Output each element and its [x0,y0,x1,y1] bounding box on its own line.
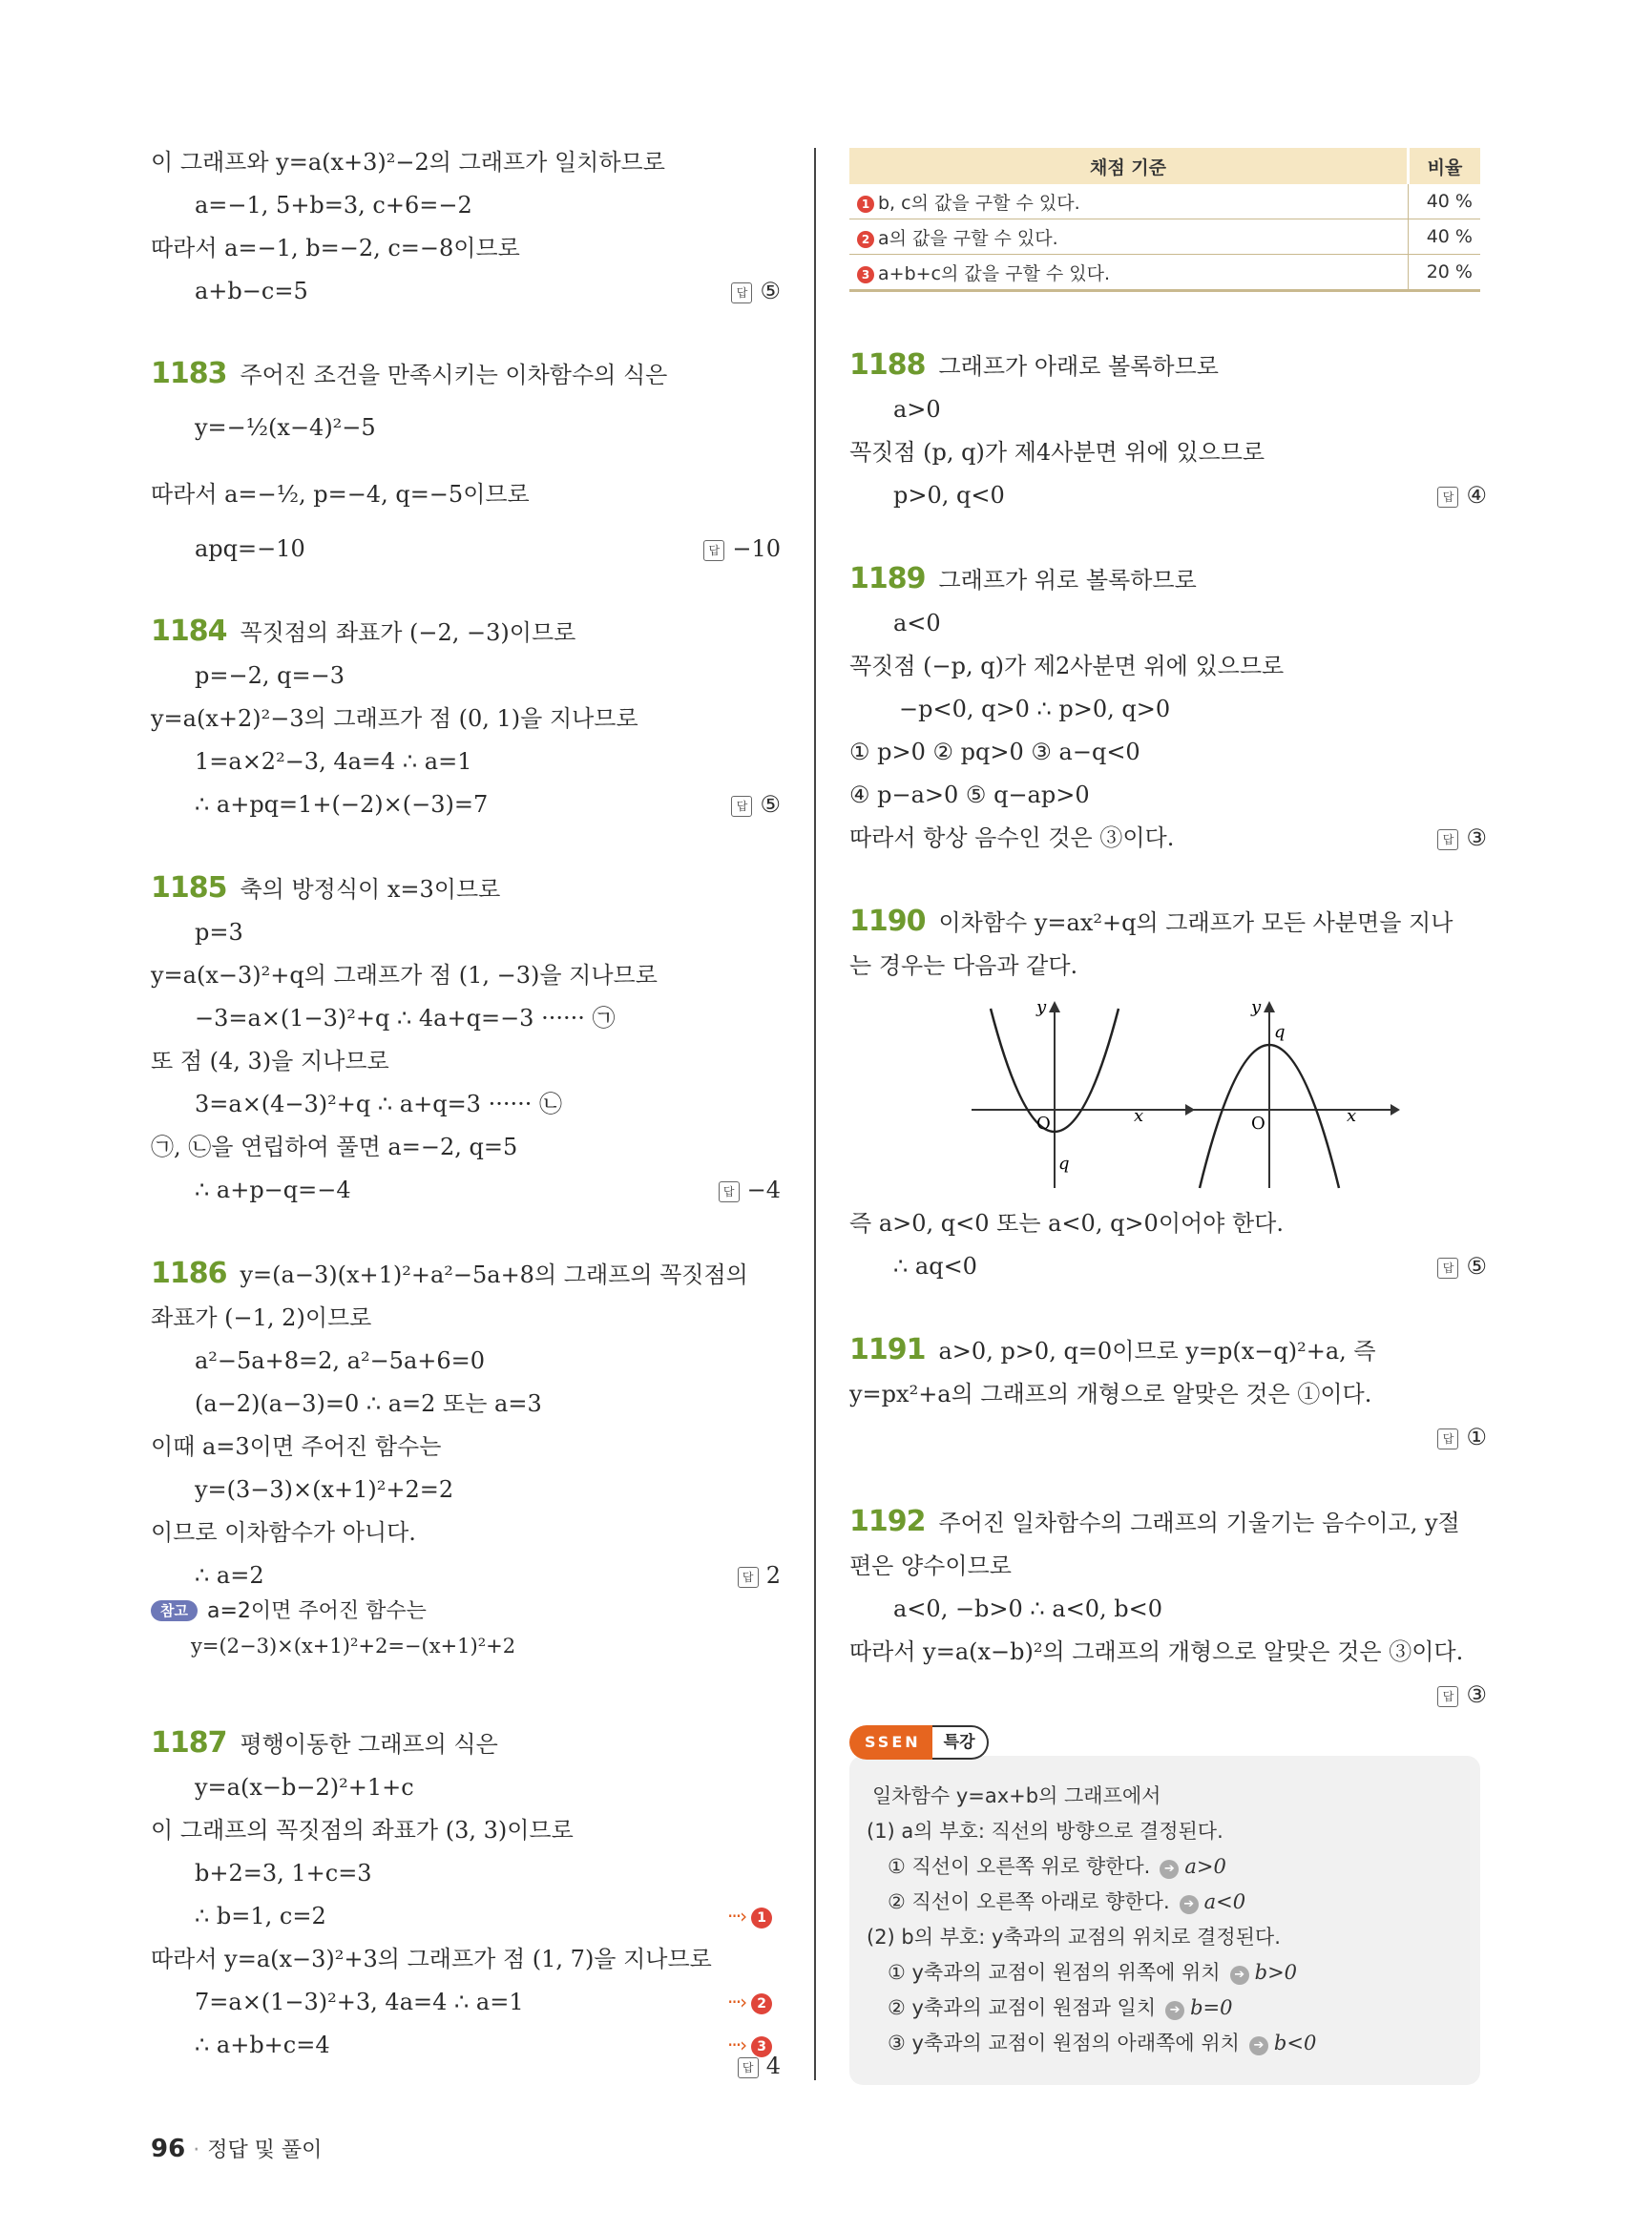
line-text: ∴ aq<0 [893,1253,977,1280]
problem-number: 1185 [151,871,227,905]
problem-1185-line [151,871,501,905]
note-tag: 참고 [151,1600,198,1621]
ratio-cell: 40 % [1409,184,1481,219]
line-text: ∴ a=2 [195,1562,264,1589]
problem-1184-line [151,617,575,647]
answer-value: 2 [765,1562,781,1589]
line-text: 는 경우는 다음과 같다. [849,952,1078,979]
line-text: 축의 방정식이 x=3이므로 [240,876,501,903]
x-label: x [1347,1106,1357,1126]
line-text: 또 점 (4, 3)을 지나므로 [151,1048,389,1074]
answer-value: ⑤ [1466,1253,1487,1280]
criteria-text: b, c의 값을 구할 수 있다. [878,192,1080,214]
line-text: 즉 a>0, q<0 또는 a<0, q>0이어야 한다. [849,1210,1284,1237]
line-text: 이 그래프의 꼭짓점의 좌표가 (3, 3)이므로 [151,1817,574,1844]
ssen-line [888,1853,1226,1880]
problem-number: 1187 [151,1726,227,1760]
solution-line [151,1945,712,1973]
line-text: a>0 [893,396,941,423]
answer-mark-icon: 답 [719,1181,740,1202]
page-footer [151,2134,322,2163]
answer-mark-icon: 답 [1437,1428,1458,1449]
line-text: 편은 양수이므로 [849,1553,1012,1579]
solution-line [195,1561,264,1590]
solution-line [195,1859,372,1887]
line-text: a+b−c=5 [195,278,308,304]
ssen-result: a<0 [1203,1890,1246,1913]
line-text: 7=a×(1−3)²+3, 4a=4 ∴ a=1 [195,1989,524,2015]
line-text: 주어진 일차함수의 그래프의 기울기는 음수이고, y절 [938,1510,1460,1536]
ssen-line [888,1994,1233,2021]
answer [703,534,781,563]
answer [719,1176,781,1204]
line-text: y=a(x−b−2)²+1+c [195,1774,414,1801]
ratio-cell: 40 % [1409,219,1481,255]
line-text: y=−½(x−4)²−5 [195,414,376,441]
q-label: q [1274,1022,1286,1042]
solution-line [849,781,1090,809]
page-number: 96 [151,2135,186,2163]
footer-dot: · [193,2138,200,2162]
point-badge: 1 [751,1908,772,1929]
line-text: (a−2)(a−3)=0 ∴ a=2 또는 a=3 [195,1390,542,1417]
answer [1437,1252,1487,1281]
ssen-line [872,1783,1161,1809]
line-text: b+2=3, 1+c=3 [195,1860,372,1887]
solution-line [151,961,658,990]
ssen-line-text: ① 직선이 오른쪽 위로 향한다. [888,1855,1151,1878]
scoring-table [849,148,1480,292]
solution-line [195,2031,330,2059]
line-text: 꼭짓점 (p, q)가 제4사분면 위에 있으므로 [849,439,1265,466]
line-text: 따라서 a=−1, b=−2, c=−8이므로 [151,235,520,261]
scoring-point-marker [727,2031,772,2059]
solution-line [195,1773,414,1802]
solution-line [151,480,530,509]
arrow-right-icon: ➔ [1165,2001,1184,2020]
solution-line [893,395,941,424]
arrow-right-icon: ➔ [1230,1966,1249,1985]
answer [1437,1423,1487,1451]
problem-1191-line [849,1333,1376,1366]
line-text: −p<0, q>0 ∴ p>0, q>0 [899,696,1171,722]
solution-line [195,1902,326,1930]
solution-line [195,277,308,305]
note-line1: a=2이면 주어진 함수는 [206,1599,427,1623]
solution-line [195,1346,485,1375]
solution-line [849,438,1265,467]
column-divider [814,148,816,2080]
solution-line [849,1380,1371,1408]
solution-line [893,1252,977,1281]
problem-number: 1188 [849,348,926,382]
ssen-line-text: ② 직선이 오른쪽 아래로 향한다. [888,1890,1170,1913]
problem-1189-line [849,562,1197,595]
point-badge: 3 [751,2036,772,2057]
arrow-right-icon: ➔ [1160,1860,1179,1879]
table-header-ratio: 비율 [1409,148,1481,184]
solution-line [849,1637,1463,1666]
solution-line [195,1475,453,1504]
line-text: ④ p−a>0 ⑤ q−ap>0 [849,782,1090,808]
problem-1192-line [849,1505,1460,1538]
ssen-badge [849,1725,989,1760]
line-text: 따라서 항상 음수인 것은 ③이다. [849,824,1175,851]
footer-title: 정답 및 풀이 [207,2138,323,2162]
line-text: ① p>0 ② pq>0 ③ a−q<0 [849,739,1140,765]
arrow-right-icon: ➔ [1249,2036,1268,2055]
problem-1187-line [151,1726,498,1760]
point-badge: 3 [857,266,874,283]
line-text: 3=a×(4−3)²+q ∴ a+q=3 ······ ㉡ [195,1091,562,1117]
answer [1437,1680,1487,1709]
ssen-line [888,2030,1316,2056]
line-text: p>0, q<0 [893,482,1005,509]
line-text: 그래프가 아래로 볼록하므로 [938,353,1219,380]
line-text: ∴ a+p−q=−4 [195,1177,351,1203]
ssen-line [888,1888,1245,1915]
dotted-arrow-icon: ···› [727,1905,746,1928]
problem-number: 1190 [849,905,926,938]
line-text: 이때 a=3이면 주어진 함수는 [151,1433,442,1460]
line-text: y=a(x+2)²−3의 그래프가 점 (0, 1)을 지나므로 [151,705,638,732]
line-text: 평행이동한 그래프의 식은 [240,1731,498,1758]
criteria-text: a+b+c의 값을 구할 수 있다. [878,262,1111,284]
line-text: −3=a×(1−3)²+q ∴ 4a+q=−3 ······ ㉠ [195,1005,616,1032]
solution-line [151,148,665,177]
answer-value: ⑤ [760,278,781,304]
ssen-label: SSEN [849,1725,932,1760]
line-text: p=3 [195,919,243,946]
problem-number: 1191 [849,1333,926,1366]
answer-mark-icon: 답 [738,1567,759,1588]
solution-line [151,704,638,733]
answer-mark-icon: 답 [1437,1686,1458,1707]
line-text: y=px²+a의 그래프의 개형으로 알맞은 것은 ①이다. [849,1381,1372,1407]
answer [731,790,781,819]
dotted-arrow-icon: ···› [727,1991,746,2013]
solution-line [893,1595,1162,1623]
line-text: 꼭짓점의 좌표가 (−2, −3)이므로 [240,619,576,646]
scoring-point-marker [727,1988,772,2016]
point-badge: 2 [751,1993,772,2014]
line-text: ㉠, ㉡을 연립하여 풀면 a=−2, q=5 [151,1134,518,1160]
solution-line [195,918,243,947]
solution-line [195,1389,542,1418]
ssen-line-text: (1) a의 부호: 직선의 방향으로 결정된다. [867,1820,1223,1843]
solution-line [195,534,305,563]
solution-line [849,1209,1284,1238]
answer [1437,481,1487,510]
table-header-criteria: 채점 기준 [849,148,1409,184]
ssen-line-text: (2) b의 부호: y축과의 교점의 위치로 결정된다. [867,1926,1281,1949]
arrow-right-icon: ➔ [1180,1895,1199,1914]
problem-1183-line [151,357,668,390]
problem-1186-line [151,1257,748,1290]
line-text: a<0, −b>0 ∴ a<0, b<0 [893,1595,1163,1622]
line-text: ∴ a+b+c=4 [195,2032,330,2058]
ssen-line [867,1818,1223,1845]
solution-line [899,695,1170,723]
line-text: a<0 [893,610,941,636]
solution-line [849,652,1284,680]
solution-line [195,413,376,442]
problem-1190-line [849,907,1453,937]
solution-line [195,790,488,819]
solution-line [195,1090,562,1118]
line-text: 1=a×2²−3, 4a=4 ∴ a=1 [195,748,472,775]
solution-line [151,1047,389,1075]
solution-line [151,234,520,262]
solution-line [151,1303,371,1332]
answer [731,277,781,305]
origin-label: O [1036,1114,1051,1134]
ratio-cell: 20 % [1409,255,1481,291]
line-text: 좌표가 (−1, 2)이므로 [151,1304,372,1331]
answer-mark-icon: 답 [1437,1258,1458,1279]
answer-value: ⑤ [760,791,781,818]
line-text: 꼭짓점 (−p, q)가 제2사분면 위에 있으므로 [849,653,1285,679]
note-1186 [151,1597,427,1626]
y-label: y [1251,997,1262,1017]
point-badge: 2 [857,231,874,248]
solution-line [151,1133,517,1161]
y-axis-arrow [1264,1001,1275,1012]
problem-number: 1189 [849,562,926,595]
ssen-line-text: ② y축과의 교점이 원점과 일치 [888,1996,1157,2019]
solution-line [849,1552,1012,1580]
solution-line [195,191,472,219]
problem-number: 1192 [849,1505,926,1538]
ssen-result: b<0 [1273,2032,1317,2054]
ssen-result: a>0 [1184,1855,1226,1878]
line-text: 이므로 이차함수가 아니다. [151,1519,416,1546]
origin-label: O [1251,1114,1265,1134]
line-text: 그래프가 위로 볼록하므로 [938,567,1197,594]
dotted-arrow-icon: ···› [727,2033,746,2056]
ssen-line-text: ① y축과의 교점이 원점의 위쪽에 위치 [888,1961,1221,1984]
solution-line [849,951,1077,980]
answer-mark-icon: 답 [1437,829,1458,850]
y-label: y [1036,997,1047,1017]
criteria-text: a의 값을 구할 수 있다. [878,227,1058,249]
ssen-result: b=0 [1190,1996,1233,2019]
solution-line [893,481,1005,510]
line-text: 이 그래프와 y=a(x+3)²−2의 그래프가 일치하므로 [151,149,665,176]
graph-upward-parabola [964,997,1193,1198]
problem-number: 1183 [151,357,227,390]
solution-line [195,1176,351,1204]
point-badge: 1 [857,196,874,213]
line-text: y=a(x−3)²+q의 그래프가 점 (1, −3)을 지나므로 [151,962,658,989]
problem-1188-line [849,348,1219,382]
solution-line [195,1988,524,2016]
answer-mark-icon: 답 [731,796,752,817]
line-text: y=(a−3)(x+1)²+a²−5a+8의 그래프의 꼭짓점의 [240,1261,748,1288]
answer-value: −10 [732,535,781,562]
answer-value: ① [1466,1424,1487,1450]
ssen-line-text: ③ y축과의 교점이 원점의 아래쪽에 위치 [888,2032,1240,2054]
answer-mark-icon: 답 [731,282,752,303]
line-text: ∴ a+pq=1+(−2)×(−3)=7 [195,791,489,818]
solution-line [195,1004,615,1032]
y-axis-arrow [1049,1001,1060,1012]
q-label: q [1058,1154,1070,1174]
solution-line [151,1816,574,1845]
ssen-line-text: 일차함수 y=ax+b의 그래프에서 [872,1784,1161,1807]
line-text: p=−2, q=−3 [195,662,345,689]
answer-value: ④ [1466,482,1487,509]
line-text: a=−1, 5+b=3, c+6=−2 [195,192,472,219]
line-text: 이차함수 y=ax²+q의 그래프가 모든 사분면을 지나 [938,909,1453,936]
line-text: 따라서 y=a(x−3)²+3의 그래프가 점 (1, 7)을 지나므로 [151,1946,712,1972]
line-text: 따라서 a=−½, p=−4, q=−5이므로 [151,481,530,508]
solution-line [893,609,941,637]
note-line2: y=(2−3)×(x+1)²+2=−(x+1)²+2 [191,1635,516,1658]
answer-value: −4 [746,1177,781,1203]
graph-downward-parabola [1179,997,1408,1198]
answer-mark-icon: 답 [738,2057,759,2078]
line-text: 주어진 조건을 만족시키는 이차함수의 식은 [240,362,668,388]
problem-number: 1184 [151,615,227,648]
x-axis-arrow [1391,1104,1400,1116]
answer-mark-icon: 답 [703,540,724,561]
solution-line [849,824,1174,852]
solution-line [151,1518,416,1547]
line-text: y=(3−3)×(x+1)²+2=2 [195,1476,454,1503]
solution-line [151,1432,441,1461]
line-text: ∴ b=1, c=2 [195,1903,326,1929]
line-text: 따라서 y=a(x−b)²의 그래프의 개형으로 알맞은 것은 ③이다. [849,1638,1464,1665]
line-text: apq=−10 [195,535,305,562]
answer [738,1561,781,1590]
solution-line [849,738,1140,766]
problem-number: 1186 [151,1257,227,1290]
answer-value: ③ [1466,824,1487,851]
special-label: 특강 [932,1725,989,1760]
table-row [849,219,1480,255]
scoring-point-marker [727,1902,772,1930]
ssen-line [888,1959,1297,1986]
x-label: x [1134,1106,1144,1126]
answer [1437,824,1487,852]
solution-line [195,747,472,776]
table-row [849,184,1480,219]
line-text: a²−5a+8=2, a²−5a+6=0 [195,1347,486,1374]
answer-value: ③ [1466,1681,1487,1708]
ssen-line [867,1924,1281,1950]
table-row [849,255,1480,291]
answer-mark-icon: 답 [1437,487,1458,508]
answer-value: 4 [765,2053,781,2079]
line-text: a>0, p>0, q=0이므로 y=p(x−q)²+a, 즉 [938,1338,1376,1365]
ssen-result: b>0 [1254,1961,1298,1984]
solution-line [195,661,345,690]
